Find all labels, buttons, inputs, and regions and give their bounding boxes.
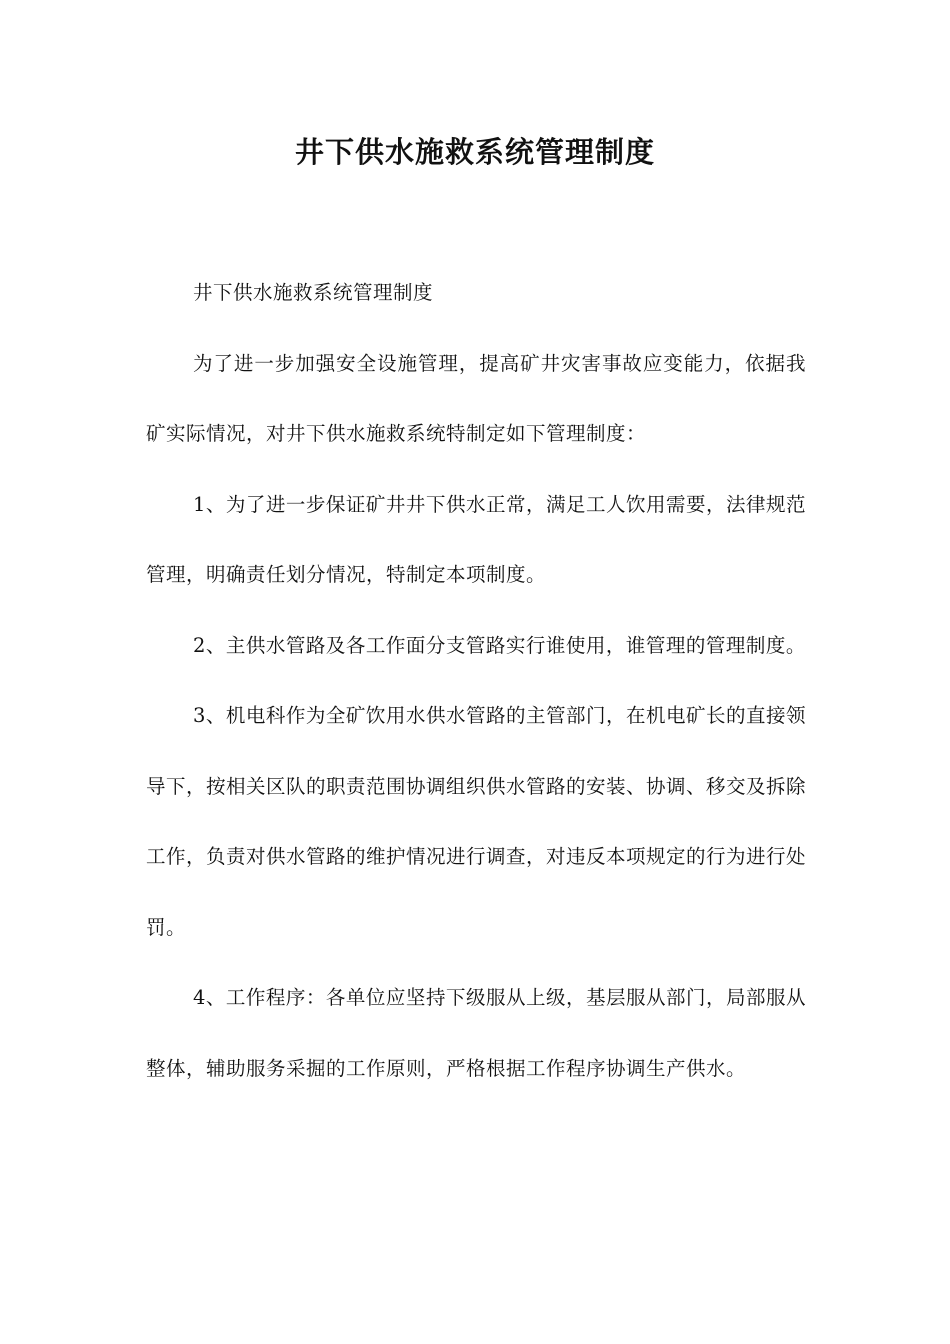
rule-paragraph-1: 1、为了进一步保证矿井井下供水正常，满足工人饮用需要，法律规范管理，明确责任划分情况，特制定本项制度。 xyxy=(146,492,806,586)
document-title: 井下供水施救系统管理制度 xyxy=(294,135,655,169)
intro-paragraph: 为了进一步加强安全设施管理，提高矿井灾害事故应变能力，依据我矿实际情况，对井下供水施救系统特制定如下管理制度： xyxy=(146,351,806,445)
subtitle-paragraph: 井下供水施救系统管理制度 xyxy=(193,281,434,304)
rule-paragraph-4: 4、工作程序：各单位应坚持下级服从上级，基层服从部门，局部服从整体，辅助服务采掘的工作原则，严格根据工作程序协调生产供水。 xyxy=(146,986,806,1080)
rule-paragraph-2: 2、主供水管路及各工作面分支管路实行谁使用，谁管理的管理制度。 xyxy=(193,633,806,657)
document-body xyxy=(146,258,806,1104)
rule-paragraph-3: 3、机电科作为全矿饮用水供水管路的主管部门，在机电矿长的直接领导下，按相关区队的职责范围协调组织供水管路的安装、协调、移交及拆除工作，负责对供水管路的维护情况进行调查，对违反本项规定的行为进行处罚。 xyxy=(146,704,807,939)
